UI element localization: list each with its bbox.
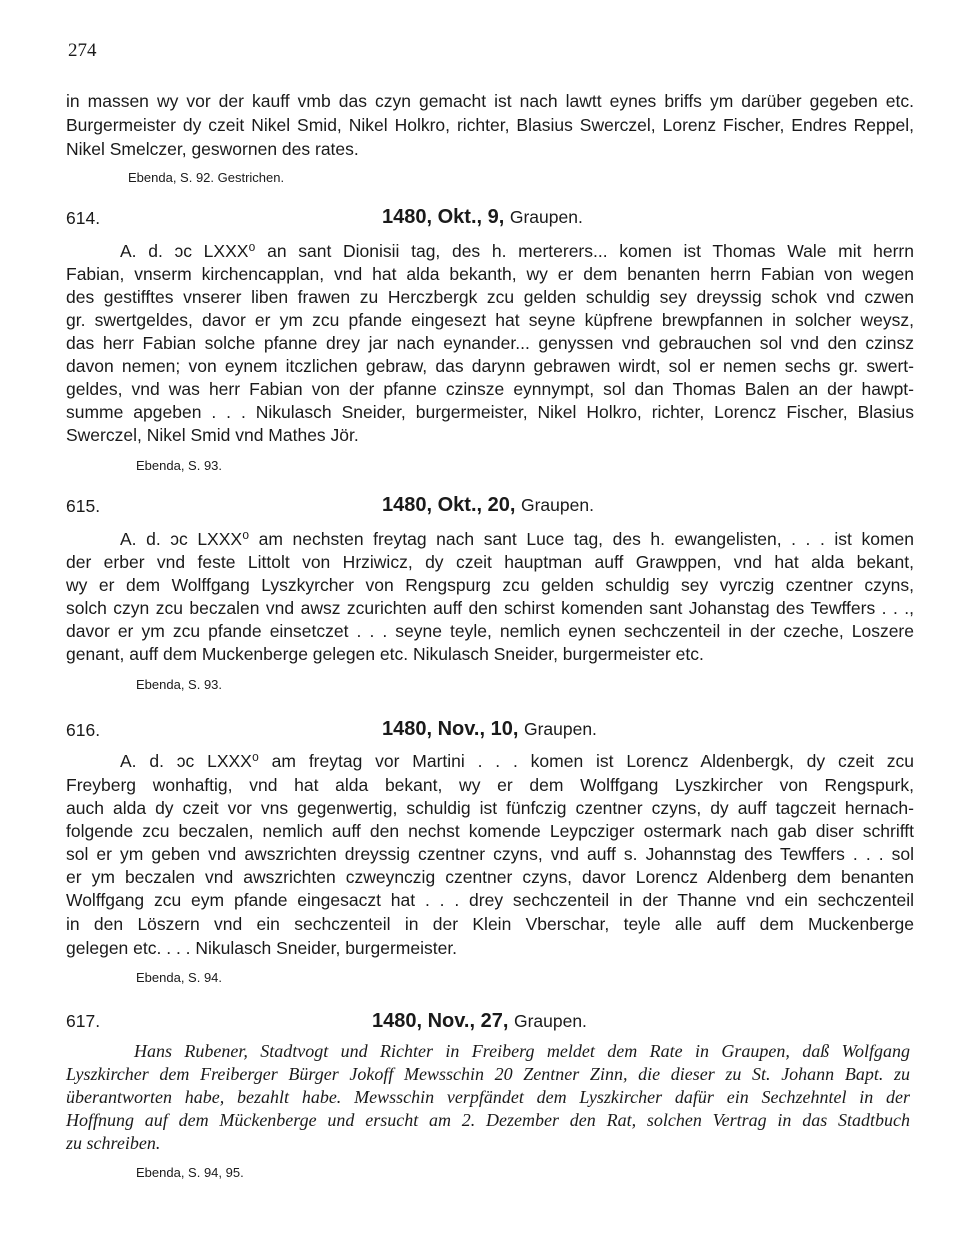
summary-line: Lyszkircher dem Freiberger Bürger Jokoff Mewsschin 20 Zentner Zinn, die dieser zu St. Johann Bapt. zu — [66, 1064, 910, 1084]
entry-line: Wolffgang zcu eym pfande eingesaczt hat . . . drey sechczenteil in der Thanne vnd ein sechczenteil — [66, 890, 914, 910]
entry-date: 1480, Okt., 9, — [382, 206, 505, 228]
entry-line: A. d. ɔc LXXX⁰ am freytag vor Martini . . . komen ist Lorencz Aldenbergk, dy czeit zcu — [120, 751, 914, 771]
entry-place: Graupen. — [523, 719, 597, 739]
entry-line: gr. swertgeldes, davor er ym zcu pfande eingesezt hat seyne küpfrene brewpfannen in solcher weysz, — [66, 310, 914, 330]
entry-line: auch alda dy czeit vor vns gegenwertig, schuldig ist fünfczig czentner czyns, dy auff tagczeit hernach- — [66, 798, 914, 818]
entry-line: Freyberg wonhaftig, vnd hat alda bekant, wy er dem Wolffgang Lyszkircher von Rengspurk, — [66, 775, 914, 795]
entry-line: A. d. ɔc LXXX⁰ an sant Dionisii tag, des h. merterers... komen ist Thomas Wale mit herrn — [120, 241, 914, 261]
page-number: 274 — [68, 40, 97, 61]
entry-place: Graupen. — [513, 1011, 587, 1031]
source-note: Ebenda, S. 92. Gestrichen. — [128, 170, 285, 185]
entry-heading — [382, 206, 583, 229]
entry-place: Graupen. — [520, 495, 594, 515]
entry-number: 614. — [66, 208, 101, 228]
entry-date: 1480, Okt., 20, — [382, 494, 516, 516]
entry-place: Graupen. — [509, 207, 583, 227]
entry-date: 1480, Nov., 27, — [372, 1010, 509, 1032]
intro-line: Nikel Smelczer, geswornen des rates. — [66, 139, 359, 159]
entry-line: er ym beczalen vnd awszrichten czweynczig czentner czyns, davor Lorencz Aldenberg dem benanten — [66, 867, 914, 887]
entry-date: 1480, Nov., 10, — [382, 718, 519, 740]
entry-number: 617. — [66, 1011, 101, 1031]
entry-line: summe apgeben . . . Nikulasch Sneider, burgermeister, Nikel Holkro, richter, Lorencz Fischer, Blasius — [66, 402, 914, 422]
entry-line: folgende zcu beczalen, nemlich auff den nechst komende Leypcziger ostermark nach gab diser schrifft — [66, 821, 914, 841]
summary-line: Hans Rubener, Stadtvogt und Richter in Freiberg meldet dem Rate in Graupen, daß Wolfgang — [134, 1041, 910, 1061]
summary-line: Hoffnung auf dem Mückenberge und ersucht am 2. Dezember den Rat, solchen Vertrag in das Stadtbuch — [66, 1110, 910, 1130]
entry-line: der erber vnd feste Littolt von Hrziwicz, dy czeit hauptman auff Grawppen, vnd hat alda bekant, — [66, 552, 914, 572]
intro-line: Burgermeister dy czeit Nikel Smid, Nikel Holkro, richter, Blasius Swerczel, Lorenz Fischer, Endres Reppel, — [66, 115, 914, 135]
entry-line: das herr Fabian solche pfanne drey jar nach eynander... genyssen vnd gebrauchen sol vnd den czinsz — [66, 333, 914, 353]
intro-line: in massen wy vor der kauff vmb das czyn gemacht ist nach lawtt eynes briffs ym darüber gegeben etc. — [66, 91, 914, 111]
source-note: Ebenda, S. 94, 95. — [136, 1165, 244, 1180]
entry-heading — [382, 494, 594, 517]
entry-number: 615. — [66, 496, 101, 516]
entry-line: Fabian, vnserm kirchencapplan, vnd hat alda bekanth, wy er dem benanten herrn Fabian von wegen — [66, 264, 914, 284]
source-note: Ebenda, S. 94. — [136, 970, 223, 985]
summary-line: zu schreiben. — [66, 1133, 161, 1153]
summary-line: überantworten habe, bezahlt habe. Mewsschin verpfändet dem Lyszkircher dafür ein Sechzehntel in der — [66, 1087, 910, 1107]
entry-line: wy er dem Wolffgang Lyszkyrcher von Rengspurg zcu gelden schuldig sey vyrczig czentner czyns, — [66, 575, 914, 595]
entry-line: sol er ym geben vnd awszrichten dreyssig czentner czyns, vnd auff s. Johannstag des Tewffers . . . sol — [66, 844, 914, 864]
entry-line: davor er ym zcu pfande einsetczet . . . seyne teyle, nemlich eynen sechczenteil in der czeche, Loszere — [66, 621, 914, 641]
source-note: Ebenda, S. 93. — [136, 458, 223, 473]
entry-heading — [372, 1010, 587, 1033]
entry-line: gelegen etc. . . . Nikulasch Sneider, burgermeister. — [66, 938, 458, 958]
entry-line: davon nemen; von eynem itczlichen gebraw, das darynn gebrawen wirdt, sol er nemen sechs gr. swert- — [66, 356, 914, 376]
entry-line: genant, auff dem Muckenberge gelegen etc. Nikulasch Sneider, burgermeister etc. — [66, 644, 704, 664]
entry-line: des gestifftes vnserer liben frawen zu Herczbergk zcu gelden schuldig sey dreyssig schok vnd czwen — [66, 287, 914, 307]
entry-number: 616. — [66, 720, 101, 740]
entry-line: geldes, vnd was herr Fabian von der pfanne czinsze eynnympt, sol dan Thomas Balen an der hawpt- — [66, 379, 914, 399]
entry-line: Swerczel, Nikel Smid vnd Mathes Jör. — [66, 425, 359, 445]
entry-line: A. d. ɔc LXXX⁰ am nechsten freytag nach sant Luce tag, des h. ewangelisten, . . . ist komen — [120, 529, 914, 549]
entry-heading — [382, 718, 597, 741]
entry-line: in den Löszern vnd ein sechczenteil in der Klein Vberschar, teyle alle auff dem Muckenberge — [66, 914, 914, 934]
entry-line: solch czyn zcu beczalen vnd awsz zcurichten auff den schirst komenden sant Johanstag des Tewffers . . ., — [66, 598, 914, 618]
source-note: Ebenda, S. 93. — [136, 677, 223, 692]
